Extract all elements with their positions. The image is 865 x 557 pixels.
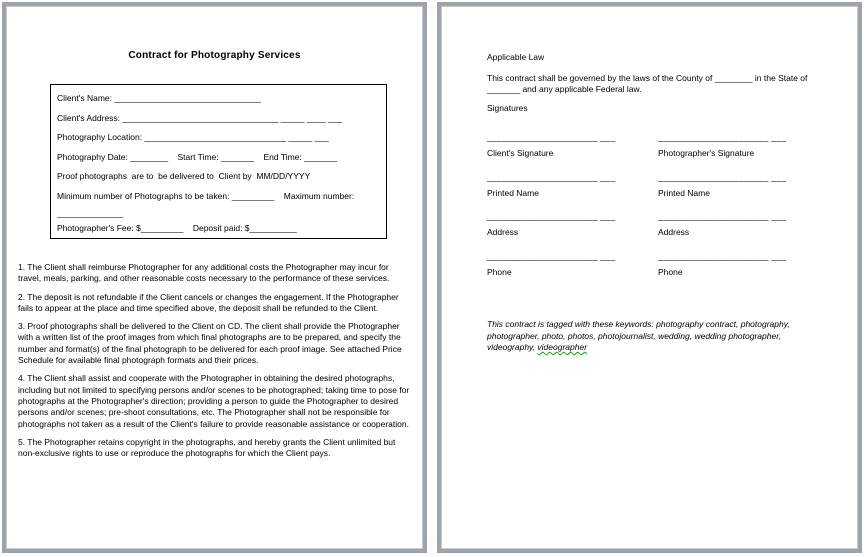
signature-line: ______________________ ___ <box>658 251 787 261</box>
applicable-law-heading: Applicable Law <box>487 52 545 62</box>
signature-line: ______________________ ___ <box>487 172 616 182</box>
photographer-address-label: Address <box>658 227 690 237</box>
photographer-printed-name-label: Printed Name <box>658 188 710 198</box>
client-printed-name-label: Printed Name <box>487 188 539 198</box>
form-field-photography-date-times: Photography Date: ________ Start Time: _______ End Time: _______ <box>57 151 338 162</box>
form-field-fee-deposit: Photographer's Fee: $_________ Deposit paid: $__________ <box>57 223 297 233</box>
signature-row <box>487 172 652 199</box>
signature-line: ______________________ ___ <box>658 132 787 142</box>
signature-row <box>658 211 823 238</box>
form-field-photography-location: Photography Location: ______________________________ _____ ___ <box>57 132 329 142</box>
page-1 <box>2 2 427 553</box>
contract-clause-5: 5. The Photographer retains copyright in the photographs, and hereby grants the Client unlimited but non-exclusive rights to use or reproduce the photographs for which the Client pays. <box>18 436 396 459</box>
signature-line: ______________________ ___ <box>487 251 616 261</box>
signature-line: ______________________ ___ <box>487 211 616 221</box>
photographer-signature-label: Photographer's Signature <box>658 148 755 158</box>
signature-line: ______________________ ___ <box>658 172 787 182</box>
form-field-client-name: Client's Name: _______________________________ <box>57 93 261 103</box>
form-field-client-address: Client's Address: _________________________________ _____ ____ ___ <box>57 112 343 123</box>
form-field-max-number-line: ______________ <box>57 208 124 218</box>
form-field-proof-delivery: Proof photographs are to be delivered to Client by MM/DD/YYYY <box>57 171 311 181</box>
page-2 <box>437 2 862 553</box>
contract-clause-1: 1. The Client shall reimburse Photographer for any additional costs the Photographer may incur for travel, meals, parking, and other reasonable costs necessary to the performance of these services. <box>18 262 390 284</box>
contract-clause-4: 4. The Client shall assist and cooperate with the Photographer in obtaining the desired photographs, including but not limited to specifying persons and/or scenes to be photographed; taking time to pose for photographs at the Photographer's direction; providing a person to guide the Photographer to desired persons and/or scenes; pre-shoot consultations, etc. The Photographer shall not be responsible for photographs not taken as a result of the Client's failure to provide reasonable assistance or cooperation. <box>18 373 410 429</box>
contract-clauses <box>18 262 410 466</box>
signature-line: ______________________ ___ <box>658 211 787 221</box>
signatures-heading: Signatures <box>487 103 528 113</box>
signature-row <box>487 132 652 159</box>
contract-clause-3: 3. Proof photographs shall be delivered to the Client on CD. The client shall provide the Photographer with a written list of the proof images from which final photographs are to be prepared, and specify the number and format(s) of the final photograph to be delivered for each proof image. See attached Price Schedule for available final photograph formats and their prices. <box>18 321 402 366</box>
client-signature-label: Client's Signature <box>487 148 554 158</box>
applicable-law-text: This contract shall be governed by the laws of the County of ________ in the State of _______ and any applicable Federal law. <box>487 73 808 95</box>
contract-clause-2: 2. The deposit is not refundable if the Client cancels or changes the engagement. If the Photographer fails to appear at the place and time specified above, the deposit shall be refunded to the Client. <box>18 291 399 313</box>
spellcheck-flagged-word: videographer <box>537 342 588 352</box>
contract-title: Contract for Photography Services <box>128 50 301 61</box>
client-phone-label: Phone <box>487 267 512 277</box>
keywords-note <box>487 319 821 354</box>
form-field-min-max-photos: Minimum number of Photographs to be taken: _________ Maximum number: <box>57 190 355 201</box>
keywords-intro-text: This contract is tagged with these keywords: photography contract, photography, photographer, photo, photos, photojournalist, wedding, wedding photographer, videography, <box>487 319 790 352</box>
signature-row <box>658 251 823 278</box>
signature-row <box>487 211 652 238</box>
signature-line: ______________________ ___ <box>487 132 616 142</box>
photographer-phone-label: Phone <box>658 267 683 277</box>
client-address-label: Address <box>487 227 519 237</box>
signature-row <box>658 172 823 199</box>
client-info-box <box>50 84 387 239</box>
signature-row <box>658 132 823 159</box>
signature-row <box>487 251 652 278</box>
